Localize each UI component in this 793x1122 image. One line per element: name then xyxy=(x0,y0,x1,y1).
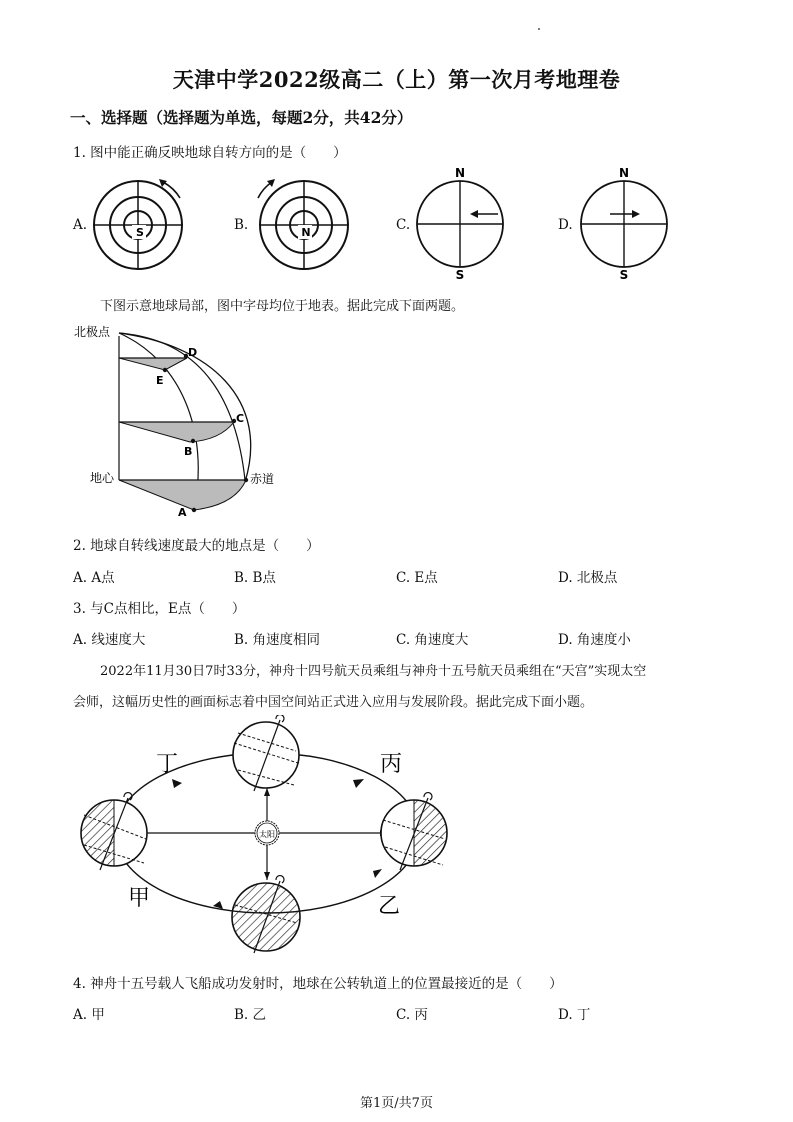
q2-option-b: B. B点 xyxy=(234,570,276,586)
q1-d-north-label: N xyxy=(618,166,630,180)
q1-option-a-label: A. xyxy=(73,217,88,233)
section-heading: 一、选择题（选择题为单选，每题2分，共42分） xyxy=(70,108,413,127)
intro-text-1: 下图示意地球局部，图中字母均位于地表。据此完成下面两题。 xyxy=(100,299,465,314)
q2-option-c: C. E点 xyxy=(396,570,438,586)
q1-figure-d xyxy=(574,162,674,284)
page-footer: 第1页/共7页 xyxy=(360,1096,433,1111)
q1-b-center-label: N xyxy=(301,226,311,239)
q3-option-d: D. 角速度小 xyxy=(558,632,631,648)
page-title: 天津中学2022级高二（上）第一次月考地理卷 xyxy=(172,67,621,92)
intro-text-2-line-2: 会师，这幅历史性的画面标志着中国空间站正式进入应用与发展阶段。据此完成下面小题。 xyxy=(73,695,594,710)
q1-d-south-label: S xyxy=(619,268,629,282)
sun-label: 太阳 xyxy=(259,830,275,839)
point-d-label: D xyxy=(188,346,198,359)
q1-figure-c xyxy=(412,162,512,284)
question-4-stem: 4. 神舟十五号载人飞船成功发射时，地球在公转轨道上的位置最接近的是（ ） xyxy=(73,976,563,992)
intro-text-2-line-1: 2022年11月30日7时33分，神舟十四号航天员乘组与神舟十五号航天员乘组在“天宫”实现太空 xyxy=(100,664,647,679)
position-bing-label: 丙 xyxy=(380,752,403,777)
point-c-label: C xyxy=(236,412,245,425)
q4-option-d: D. 丁 xyxy=(558,1007,591,1023)
earth-center-label: 地心 xyxy=(90,471,115,485)
q1-c-north-label: N xyxy=(454,166,466,180)
question-2-stem: 2. 地球自转线速度最大的地点是（ ） xyxy=(73,538,320,554)
q2-option-d: D. 北极点 xyxy=(558,570,618,586)
q1-option-c-label: C. xyxy=(396,217,411,233)
q3-option-c: C. 角速度大 xyxy=(396,632,469,648)
question-1-stem: 1. 图中能正确反映地球自转方向的是（ ） xyxy=(73,145,347,161)
earth-section-figure xyxy=(70,320,290,520)
q1-figure-a xyxy=(88,172,198,277)
equator-label: 赤道 xyxy=(250,472,275,486)
q1-c-south-label: S xyxy=(455,268,465,282)
point-e-label: E xyxy=(156,374,164,387)
q1-option-b-label: B. xyxy=(234,217,249,233)
q4-option-b: B. 乙 xyxy=(234,1007,267,1023)
position-yi-label: 乙 xyxy=(378,894,401,919)
q3-option-a: A. 线速度大 xyxy=(73,632,146,648)
north-pole-label: 北极点 xyxy=(74,325,111,339)
q4-option-a: A. 甲 xyxy=(73,1007,105,1023)
point-a-label: A xyxy=(178,506,187,519)
earth-orbit-figure xyxy=(70,715,460,965)
q4-option-c: C. 丙 xyxy=(396,1007,428,1023)
position-jia-label: 甲 xyxy=(128,886,151,911)
q1-figure-b xyxy=(249,172,359,277)
point-b-label: B xyxy=(184,445,193,458)
q3-option-b: B. 角速度相同 xyxy=(234,632,321,648)
q1-option-d-label: D. xyxy=(558,217,573,233)
q1-a-center-label: S xyxy=(136,226,144,239)
q2-option-a: A. A点 xyxy=(73,570,115,586)
scan-dot xyxy=(538,28,540,30)
position-ding-label: 丁 xyxy=(156,752,179,777)
question-3-stem: 3. 与C点相比，E点（ ） xyxy=(73,601,246,617)
